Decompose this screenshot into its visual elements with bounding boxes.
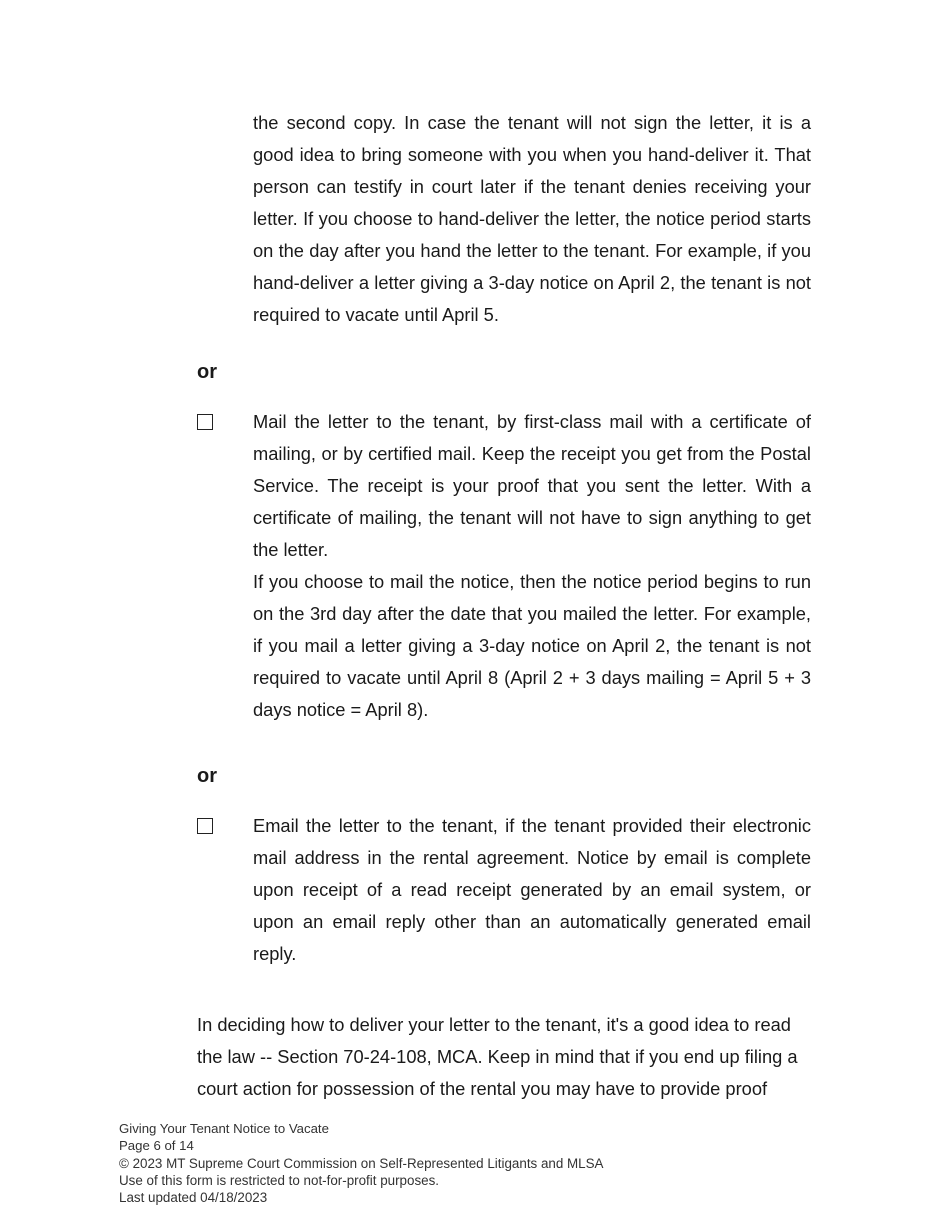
or-separator: or bbox=[197, 765, 217, 787]
email-option-paragraph: Email the letter to the tenant, if the tenant provided their electronic mail address in the rental agreement. Notice by email is complete upon receipt of a read receipt generated by an email system, or upon an email reply other than an automatically generated email reply. bbox=[253, 815, 811, 964]
footer-page-number: Page 6 of 14 bbox=[119, 1138, 194, 1154]
closing-paragraph: In deciding how to deliver your letter to the tenant, it's a good idea to read the law -- Section 70-24-108, MCA. Keep in mind that if you end up filing a court action for possession of the rental you may have to provide proof bbox=[197, 1014, 798, 1099]
footer-usage-restriction: Use of this form is restricted to not-for-profit purposes. bbox=[119, 1172, 440, 1188]
hand-delivery-continuation-paragraph: the second copy. In case the tenant will not sign the letter, it is a good idea to bring someone with you when you hand-deliver it. That person can testify in court later if the tenant denies receiving your letter. If you choose to hand-deliver the letter, the notice period starts on the day after you hand the letter to the tenant. For example, if you hand-deliver a letter giving a 3-day notice on April 2, the tenant is not required to vacate until April 5. bbox=[253, 112, 811, 325]
page-footer bbox=[119, 1120, 603, 1206]
mail-option-paragraph: Mail the letter to the tenant, by first-class mail with a certificate of mailing, or by certified mail. Keep the receipt you get from the Postal Service. The receipt is your proof that you sent the letter. With a certificate of mailing, the tenant will not have to sign anything to get the letter. bbox=[253, 411, 811, 560]
footer-copyright: © 2023 MT Supreme Court Commission on Self-Represented Litigants and MLSA bbox=[119, 1155, 604, 1171]
footer-form-title: Giving Your Tenant Notice to Vacate bbox=[119, 1121, 329, 1136]
mail-notice-period-paragraph: If you choose to mail the notice, then the notice period begins to run on the 3rd day after the date that you mailed the letter. For example, if you mail a letter giving a 3-day notice on April 2, the tenant is not required to vacate until April 8 (April 2 + 3 days mailing = April 5 + 3 days notice = April 8). bbox=[253, 571, 811, 720]
email-option-checkbox[interactable] bbox=[197, 818, 213, 834]
mail-option-checkbox[interactable] bbox=[197, 414, 213, 430]
or-separator: or bbox=[197, 361, 217, 383]
footer-last-updated: Last updated 04/18/2023 bbox=[119, 1190, 268, 1206]
